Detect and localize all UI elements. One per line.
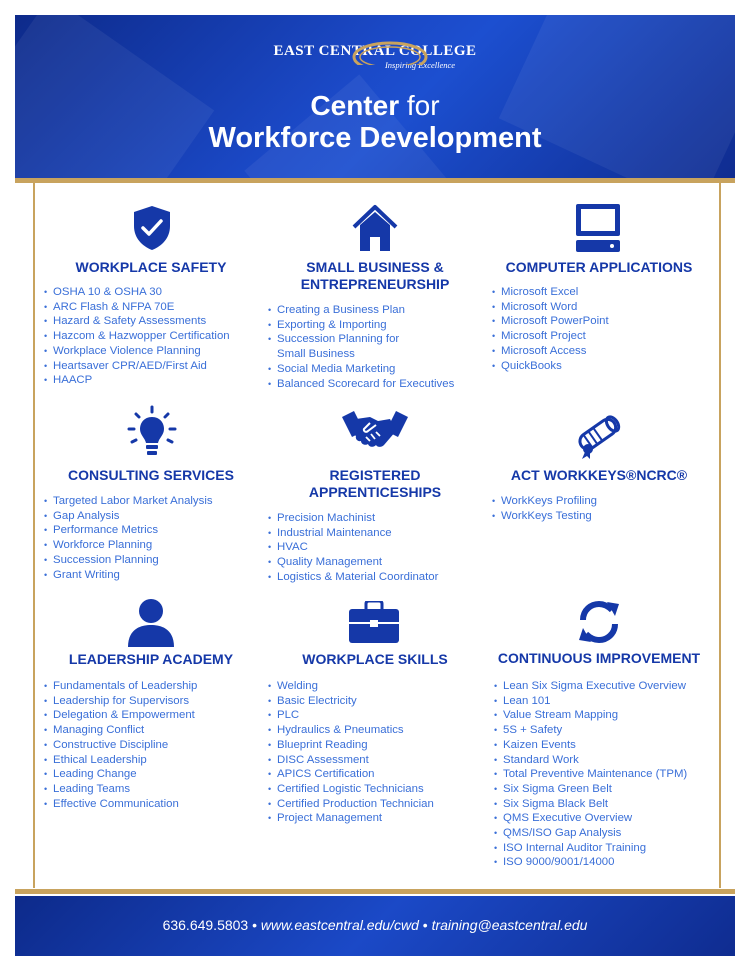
list-item: • Kaizen Events	[494, 738, 687, 753]
section-title-line2: APPRENTICESHIPS	[308, 484, 442, 500]
handshake-icon	[340, 407, 410, 457]
list-item: • Performance Metrics	[44, 523, 213, 538]
briefcase-icon	[348, 601, 400, 645]
list-item: • Delegation & Empowerment	[44, 708, 197, 723]
title-light: for	[406, 90, 440, 121]
header-banner	[15, 15, 735, 178]
list-item: • WorkKeys Testing	[492, 509, 597, 524]
list-item: • Six Sigma Green Belt	[494, 782, 687, 797]
section-title: SMALL BUSINESS &	[306, 259, 444, 275]
list-item: • Hazard & Safety Assessments	[44, 314, 230, 329]
college-tagline: Inspiring Excellence	[384, 60, 456, 70]
list-item: • Leading Change	[44, 767, 197, 782]
list-item: • QMS/ISO Gap Analysis	[494, 826, 687, 841]
item-list	[44, 285, 230, 388]
list-item: • Gap Analysis	[44, 509, 213, 524]
list-item: • Ethical Leadership	[44, 753, 197, 768]
section-title: COMPUTER APPLICATIONS	[505, 259, 693, 275]
list-item: • Project Management	[268, 811, 434, 826]
email-link[interactable]: training@eastcentral.edu	[431, 917, 588, 933]
college-logo	[15, 43, 735, 70]
list-item: • Welding	[268, 679, 434, 694]
item-list	[492, 494, 597, 523]
list-item: • QMS Executive Overview	[494, 811, 687, 826]
section-title: LEADERSHIP ACADEMY	[68, 651, 234, 667]
list-item: • Succession Planning for	[268, 332, 454, 347]
list-item: • Quality Management	[268, 555, 438, 570]
logo-arc-icon	[350, 35, 430, 65]
website-link[interactable]: www.eastcentral.edu/cwd	[260, 917, 419, 933]
list-item	[268, 347, 454, 362]
title-bold: Center	[310, 90, 400, 121]
list-item: • Lean 101	[494, 694, 687, 709]
list-item: • Creating a Business Plan	[268, 303, 454, 318]
item-list	[44, 494, 213, 582]
list-item: • Microsoft PowerPoint	[492, 314, 609, 329]
list-item: • Precision Machinist	[268, 511, 438, 526]
list-item: • WorkKeys Profiling	[492, 494, 597, 509]
list-item: • Workforce Planning	[44, 538, 213, 553]
list-item: • Workplace Violence Planning	[44, 344, 230, 359]
list-item: • Microsoft Project	[492, 329, 609, 344]
list-item: • Industrial Maintenance	[268, 526, 438, 541]
section-title: REGISTERED	[329, 467, 421, 483]
list-item: • HAACP	[44, 373, 230, 388]
list-item: • 5S + Safety	[494, 723, 687, 738]
list-item: • Social Media Marketing	[268, 362, 454, 377]
separator: •	[422, 917, 428, 933]
list-item: • Basic Electricity	[268, 694, 434, 709]
list-item: • QuickBooks	[492, 359, 609, 374]
lightbulb-icon	[126, 405, 178, 459]
gold-divider-bottom	[15, 889, 735, 894]
list-item: • Value Stream Mapping	[494, 708, 687, 723]
list-item: • Microsoft Excel	[492, 285, 609, 300]
item-list	[268, 511, 438, 585]
list-item: • ARC Flash & NFPA 70E	[44, 300, 230, 315]
section-title: WORKPLACE SKILLS	[302, 651, 448, 667]
list-item: • APICS Certification	[268, 767, 434, 782]
list-item: • Balanced Scorecard for Executives	[268, 377, 454, 392]
list-item: • Constructive Discipline	[44, 738, 197, 753]
section-title: ACT WORKKEYS®NCRC®	[510, 467, 688, 483]
item-list	[44, 679, 197, 811]
separator: •	[252, 917, 258, 933]
list-item: • Fundamentals of Leadership	[44, 679, 197, 694]
list-item: • Blueprint Reading	[268, 738, 434, 753]
list-item: • Succession Planning	[44, 553, 213, 568]
list-item: • Microsoft Word	[492, 300, 609, 315]
section-title: WORKPLACE SAFETY	[75, 259, 227, 275]
list-item: • Certified Production Technician	[268, 797, 434, 812]
list-item: • Managing Conflict	[44, 723, 197, 738]
item-list	[494, 679, 687, 870]
list-item: • Leadership for Supervisors	[44, 694, 197, 709]
list-item: • Grant Writing	[44, 568, 213, 583]
footer-banner	[15, 896, 735, 956]
list-item: • ISO 9000/9001/14000	[494, 855, 687, 870]
page-title	[15, 90, 735, 154]
list-item: • Heartsaver CPR/AED/First Aid	[44, 359, 230, 374]
list-item: • HVAC	[268, 540, 438, 555]
list-item: • DISC Assessment	[268, 753, 434, 768]
list-item: • Leading Teams	[44, 782, 197, 797]
item-list	[268, 679, 434, 826]
college-name: EAST CENTRAL COLLEGE	[273, 43, 477, 59]
contact-line	[15, 917, 735, 933]
section-title: CONSULTING SERVICES	[68, 467, 234, 483]
list-item: • Hydraulics & Pneumatics	[268, 723, 434, 738]
list-item: • Hazcom & Hazwopper Certification	[44, 329, 230, 344]
list-item: • ISO Internal Auditor Training	[494, 841, 687, 856]
list-item: • Lean Six Sigma Executive Overview	[494, 679, 687, 694]
list-item: • OSHA 10 & OSHA 30	[44, 285, 230, 300]
cycle-arrows-icon	[573, 598, 625, 646]
item-list	[268, 303, 454, 391]
list-item: • Logistics & Material Coordinator	[268, 570, 438, 585]
list-item: • Effective Communication	[44, 797, 197, 812]
title-line2: Workforce Development	[208, 122, 542, 154]
list-item: • Microsoft Access	[492, 344, 609, 359]
list-item: • Certified Logistic Technicians	[268, 782, 434, 797]
list-item: • PLC	[268, 708, 434, 723]
list-item: • Total Preventive Maintenance (TPM)	[494, 767, 687, 782]
list-item: • Targeted Labor Market Analysis	[44, 494, 213, 509]
list-item: • Standard Work	[494, 753, 687, 768]
item-list	[492, 285, 609, 373]
list-item-continuation: Small Business	[277, 348, 355, 361]
section-title: CONTINUOUS IMPROVEMENT	[497, 650, 701, 666]
list-item: • Six Sigma Black Belt	[494, 797, 687, 812]
computer-icon	[572, 202, 624, 254]
section-title-line2: ENTREPRENEURSHIP	[300, 276, 450, 292]
house-icon	[350, 203, 400, 253]
person-icon	[126, 597, 176, 647]
shield-check-icon	[131, 204, 173, 252]
list-item: • Exporting & Importing	[268, 318, 454, 333]
phone-number: 636.649.5803	[162, 917, 249, 933]
diploma-icon	[572, 409, 628, 459]
